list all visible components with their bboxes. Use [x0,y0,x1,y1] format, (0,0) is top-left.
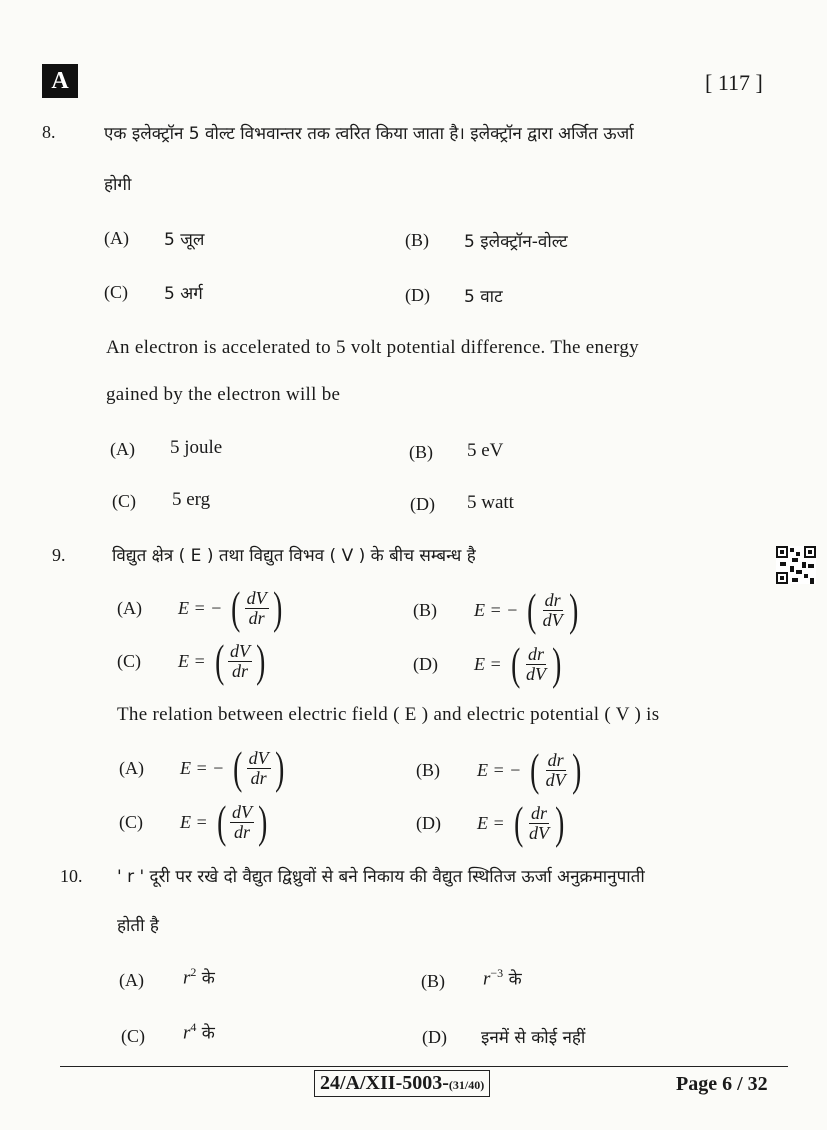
question-8-english-text: An electron is accelerated to 5 volt potential difference. The energy [106,337,639,358]
q8-en-option-c-label: (C) [112,491,136,511]
question-9-english-text: The relation between electric field ( E ) and electric potential ( V ) is [117,704,660,725]
q8-hi-option-a-label: (A) [104,228,129,248]
q9-hi-option-c-label: (C) [117,651,141,671]
question-10-hindi-text: ' r ' दूरी पर रखे दो वैद्युत द्विध्रुवों से बने निकाय की वैद्युत स्थितिज ऊर्जा अनुक्रमानुपाती [117,867,645,887]
equation-lhs: E = [178,650,206,671]
q9-en-option-a-label: (A) [119,758,144,778]
paper-code-sub: (31/40) [448,1078,485,1092]
q9-hi-option-b-label: (B) [413,600,437,620]
question-8-hindi-text-cont: होगी [104,175,132,195]
fraction-numerator: dV [229,640,250,661]
fraction-numerator: dr [530,802,547,823]
q9-en-option-d-equation: E = ( $\frac{dr}{dV}$ ) [477,797,565,848]
question-8-number: 8. [42,122,56,142]
q9-hi-option-a-label: (A) [117,598,142,618]
q8-hi-option-b-label: (B) [405,230,429,250]
equation-lhs: E = − [178,597,223,618]
fraction-numerator: dr [547,749,564,770]
q8-en-option-a-label: (A) [110,439,135,459]
series-label: A [42,64,78,98]
question-9-hindi-text: विद्युत क्षेत्र ( E ) तथा विद्युत विभव ( V ) के बीच सम्बन्ध है [112,546,476,566]
q8-hi-option-c-label: (C) [104,282,128,302]
q10-option-b-label: (B) [421,971,445,991]
q9-hi-option-c-equation: E = ( $\frac{dV}{dr}$ ) [178,635,266,686]
q9-en-option-d-label: (D) [416,813,441,833]
fraction-numerator: dV [246,587,267,608]
q9-hi-option-a-equation: E = − ( $\frac{dV}{dr}$ ) [178,582,282,633]
question-10-hindi-text-cont: होती है [117,916,159,936]
q10-option-a [183,965,215,989]
option-base: r [183,1022,191,1044]
option-suffix: के [503,969,522,990]
footer-divider [60,1066,788,1067]
option-suffix: के [196,968,215,989]
fraction-numerator: dV [231,801,252,822]
q9-hi-option-d-equation: E = ( $\frac{dr}{dV}$ ) [474,638,562,689]
fraction-denominator: dr [233,821,250,842]
fraction-denominator: dV [542,609,563,630]
option-base: r [483,968,491,990]
equation-lhs: E = [477,812,505,833]
option-base: r [183,967,191,989]
fraction-numerator: dr [527,643,544,664]
q8-hi-option-c: 5 अर्ग [164,284,203,304]
q8-en-option-a: 5 joule [170,437,223,458]
q10-option-d: इनमें से कोई नहीं [481,1028,586,1048]
equation-lhs: E = − [180,757,225,778]
q10-option-a-label: (A) [119,970,144,990]
equation-lhs: E = [180,811,208,832]
q9-hi-option-b-equation: E = − ( $\frac{dr}{dV}$ ) [474,584,578,635]
q9-en-option-a-equation: E = − ( $\frac{dV}{dr}$ ) [180,742,284,793]
q8-hi-option-d: 5 वाट [464,287,503,307]
q9-en-option-b-equation: E = − ( $\frac{dr}{dV}$ ) [477,744,581,795]
q10-option-d-label: (D) [422,1027,447,1047]
option-suffix: के [196,1023,215,1044]
fraction-denominator: dV [528,822,549,843]
q10-option-b [483,966,522,990]
fraction-denominator: dr [250,767,267,788]
q8-en-option-c: 5 erg [172,489,211,510]
q10-option-c-label: (C) [121,1026,145,1046]
paper-code [314,1070,490,1097]
q9-en-option-b-label: (B) [416,760,440,780]
q9-en-option-c-label: (C) [119,812,143,832]
fraction-denominator: dV [545,769,566,790]
q10-option-c [183,1020,215,1044]
q9-en-option-c-equation: E = ( $\frac{dV}{dr}$ ) [180,796,268,847]
q8-en-option-b: 5 eV [467,440,504,461]
option-exponent: −3 [490,966,504,980]
option-exponent: 4 [190,1020,197,1034]
question-8-english-text-cont: gained by the electron will be [106,384,341,405]
option-exponent: 2 [190,965,197,979]
question-8-hindi-text: एक इलेक्ट्रॉन 5 वोल्ट विभवान्तर तक त्वरित किया जाता है। इलेक्ट्रॉन द्वारा अर्जित ऊर्जा [104,124,634,144]
page-number: [ 117 ] [705,70,763,95]
q9-hi-option-d-label: (D) [413,654,438,674]
q8-en-option-d-label: (D) [410,494,435,514]
question-10-number: 10. [60,866,83,886]
fraction-denominator: dr [231,660,248,681]
qr-code-icon [776,546,816,584]
equation-lhs: E = − [477,759,522,780]
fraction-numerator: dV [248,747,269,768]
fraction-numerator: dr [544,589,561,610]
q8-hi-option-a: 5 जूल [164,230,205,250]
q8-en-option-b-label: (B) [409,442,433,462]
page-footer: Page 6 / 32 [676,1073,768,1095]
q8-en-option-d: 5 watt [467,492,514,513]
q8-hi-option-b: 5 इलेक्ट्रॉन-वोल्ट [464,232,568,252]
equation-lhs: E = − [474,599,519,620]
equation-lhs: E = [474,653,502,674]
fraction-denominator: dr [248,607,265,628]
paper-code-main: 24/A/XII-5003- [320,1072,449,1094]
fraction-denominator: dV [525,663,546,684]
question-9-number: 9. [52,545,66,565]
q8-hi-option-d-label: (D) [405,285,430,305]
